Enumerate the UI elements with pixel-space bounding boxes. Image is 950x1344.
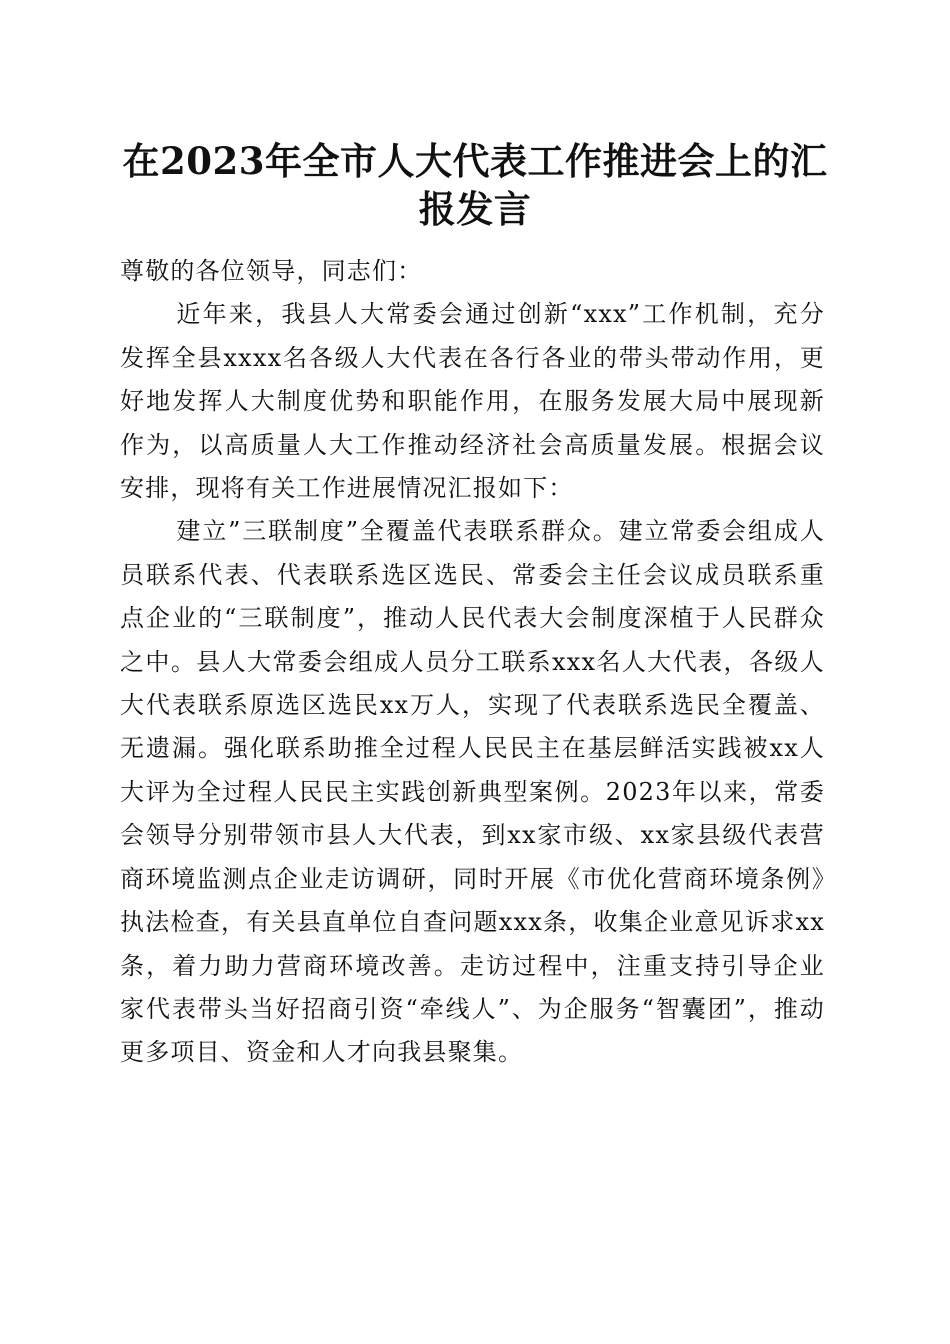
document-title: 在2023年全市人大代表工作推进会上的汇报发言 — [122, 139, 828, 231]
paragraph-three-links-system: 建立”三联制度”全覆盖代表联系群众。建立常委会组成人员联系代表、代表联系选区选民、常委会主任会议成员联系重点企业的“三联制度”，推动人民代表大会制度深植于人民群众之中。县人大常委会组成人员分工联系xxx名人大代表，各级人大代表联系原选区选民xx万人，实现了代表联系选民全覆盖、无遗漏。强化联系助推全过程人民民主在基层鲜活实践被xx人大评为全过程人民民主实践创新典型案例。2023年以来，常委会领导分别带领市县人大代表，到xx家市级、xx家县级代表营商环境监测点企业走访调研，同时开展《市优化营商环境条例》执法检查，有关县直单位自查问题xxx条，收集企业意见诉求xx条，着力助力营商环境改善。走访过程中，注重支持引导企业家代表带头当好招商引资“牵线人”、为企服务“智囊团”，推动更多项目、资金和人才向我县聚集。 — [120, 517, 825, 1067]
paragraph-intro: 近年来，我县人大常委会通过创新“xxx”工作机制，充分发挥全县xxxx名各级人大代表在各行各业的带头带动作用，更好地发挥人大制度优势和职能作用，在服务发展大局中展现新作为，以高质量人大工作推动经济社会高质量发展。根据会议安排，现将有关工作进展情况汇报如下： — [120, 300, 825, 503]
salutation: 尊敬的各位领导，同志们： — [120, 257, 423, 285]
document-body — [120, 250, 825, 1075]
